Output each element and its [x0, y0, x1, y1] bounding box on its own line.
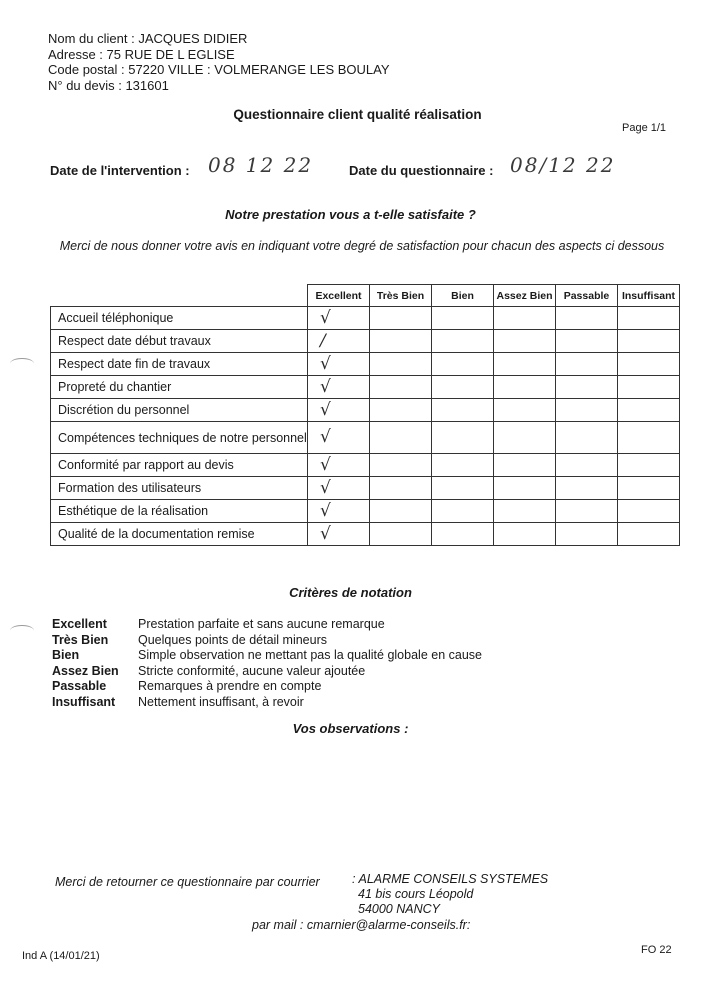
legend-desc: Quelques points de détail mineurs — [138, 632, 328, 647]
rating-cell[interactable] — [556, 307, 618, 330]
legend-item — [52, 679, 482, 695]
column-header: Assez Bien — [494, 285, 556, 307]
legend-item — [52, 633, 482, 649]
table-header — [51, 285, 680, 307]
legend-item — [52, 695, 482, 711]
rating-cell[interactable] — [556, 330, 618, 353]
rating-cell[interactable] — [618, 399, 680, 422]
rating-cell[interactable] — [432, 399, 494, 422]
page-title-text: Questionnaire client qualité réalisation — [233, 107, 482, 122]
column-header: Passable — [556, 285, 618, 307]
legend-item — [52, 617, 482, 633]
rating-cell[interactable] — [494, 330, 556, 353]
rating-cell[interactable] — [432, 307, 494, 330]
legend-term: Passable — [52, 679, 107, 693]
checkmark: / — [320, 331, 326, 351]
table-row — [51, 523, 680, 546]
legend-desc: Prestation parfaite et sans aucune remarque — [138, 617, 385, 631]
criterion-label: Respect date fin de travaux — [51, 353, 308, 376]
checkmark: √ — [320, 427, 331, 447]
rating-cell[interactable] — [618, 500, 680, 523]
rating-cell-excellent[interactable] — [308, 353, 370, 376]
legend-item — [52, 664, 482, 680]
client-address: Adresse : 75 RUE DE L EGLISE — [48, 46, 235, 62]
client-info — [48, 31, 390, 93]
checkmark: √ — [320, 400, 331, 420]
checkmark: √ — [320, 455, 331, 475]
rating-cell[interactable] — [618, 422, 680, 454]
checkmark: √ — [320, 501, 331, 521]
rating-cell[interactable] — [556, 477, 618, 500]
return-mail: par mail : cmarnier@alarme-conseils.fr: — [252, 918, 471, 932]
legend-desc: Simple observation ne mettant pas la qualité globale en cause — [138, 648, 482, 662]
table-row — [51, 353, 680, 376]
criterion-label: Compétences techniques de notre personnel — [51, 422, 308, 454]
rating-cell[interactable] — [618, 376, 680, 399]
header-blank — [51, 285, 308, 307]
client-postal: Code postal : 57220 VILLE : VOLMERANGE LES BOULAY — [48, 62, 390, 77]
rating-cell[interactable] — [432, 454, 494, 477]
legend-term: Excellent — [52, 617, 107, 631]
table-row — [51, 422, 680, 454]
rating-cell[interactable] — [432, 500, 494, 523]
questionnaire-date-value: 08/12 22 — [510, 153, 616, 177]
criterion-label: Respect date début travaux — [51, 330, 308, 353]
legend-term: Assez Bien — [52, 663, 119, 678]
legend-term: Insuffisant — [52, 694, 116, 709]
table-row — [51, 307, 680, 330]
legend-term: Très Bien — [52, 632, 109, 647]
checkmark: √ — [320, 377, 331, 397]
rating-cell[interactable] — [432, 376, 494, 399]
rating-cell-excellent[interactable] — [308, 376, 370, 399]
rating-cell[interactable] — [556, 422, 618, 454]
address-line: 54000 NANCY — [358, 902, 440, 916]
intro-text: Merci de nous donner votre avis en indiquant votre degré de satisfaction pour chacun des aspects ci dessous — [59, 239, 665, 253]
questionnaire-date-label: Date du questionnaire : — [349, 163, 494, 178]
rating-cell[interactable] — [494, 454, 556, 477]
rating-table — [50, 284, 680, 546]
rating-cell[interactable] — [494, 422, 556, 454]
rating-cell[interactable] — [432, 422, 494, 454]
rating-cell[interactable] — [618, 454, 680, 477]
page-number: Page 1/1 — [622, 122, 667, 134]
criterion-label: Esthétique de la réalisation — [51, 500, 308, 523]
rating-cell[interactable] — [494, 500, 556, 523]
rating-cell[interactable] — [370, 422, 432, 454]
rating-cell[interactable] — [618, 477, 680, 500]
form-revision: Ind A (14/01/21) — [22, 950, 100, 962]
checkmark: √ — [320, 354, 331, 374]
criteria-legend — [52, 617, 482, 710]
rating-cell[interactable] — [370, 376, 432, 399]
return-note: Merci de retourner ce questionnaire par courrier — [55, 875, 320, 889]
criterion-label: Qualité de la documentation remise — [51, 523, 308, 546]
rating-cell[interactable] — [494, 399, 556, 422]
table-row — [51, 477, 680, 500]
checkmark: √ — [320, 478, 331, 498]
rating-cell[interactable] — [432, 523, 494, 546]
rating-cell-excellent[interactable] — [308, 523, 370, 546]
rating-cell[interactable] — [370, 307, 432, 330]
rating-cell-excellent[interactable] — [308, 422, 370, 454]
criterion-label: Accueil téléphonique — [51, 307, 308, 330]
rating-cell[interactable] — [370, 454, 432, 477]
table-row — [51, 330, 680, 353]
form-code: FO 22 — [641, 944, 672, 956]
legend-desc: Remarques à prendre en compte — [138, 679, 322, 693]
rating-cell[interactable] — [494, 353, 556, 376]
criterion-label: Conformité par rapport au devis — [51, 454, 308, 477]
rating-cell[interactable] — [494, 477, 556, 500]
satisfaction-question: Notre prestation vous a t-elle satisfaite ? — [225, 207, 476, 222]
intervention-date-value: 08 12 22 — [208, 153, 314, 177]
table-row — [51, 454, 680, 477]
legend-desc: Stricte conformité, aucune valeur ajoutée — [138, 663, 366, 678]
return-address — [352, 872, 548, 917]
legend-desc: Nettement insuffisant, à revoir — [138, 694, 304, 709]
rating-cell[interactable] — [370, 523, 432, 546]
rating-cell[interactable] — [432, 330, 494, 353]
rating-cell[interactable] — [432, 477, 494, 500]
checkmark: √ — [320, 524, 331, 544]
rating-cell[interactable] — [618, 523, 680, 546]
column-header: Excellent — [308, 285, 370, 307]
rating-cell[interactable] — [370, 500, 432, 523]
checkmark: √ — [320, 308, 331, 328]
rating-cell[interactable] — [494, 523, 556, 546]
rating-cell[interactable] — [556, 399, 618, 422]
rating-cell[interactable] — [618, 307, 680, 330]
table-row — [51, 399, 680, 422]
punch-hole-mark — [10, 358, 34, 369]
criteria-title: Critères de notation — [289, 585, 412, 600]
rating-cell[interactable] — [556, 500, 618, 523]
intervention-date-label: Date de l'intervention : — [50, 163, 190, 178]
rating-cell[interactable] — [432, 353, 494, 376]
punch-hole-mark — [10, 625, 34, 636]
rating-cell[interactable] — [618, 330, 680, 353]
column-header: Bien — [432, 285, 494, 307]
rating-cell[interactable] — [618, 353, 680, 376]
client-name: Nom du client : JACQUES DIDIER — [48, 31, 248, 46]
legend-item — [52, 648, 482, 664]
rating-cell[interactable] — [370, 330, 432, 353]
observations-title: Vos observations : — [292, 721, 409, 736]
rating-cell[interactable] — [556, 523, 618, 546]
rating-cell-excellent[interactable] — [308, 477, 370, 500]
legend-term: Bien — [52, 648, 80, 662]
rating-cell[interactable] — [494, 376, 556, 399]
rating-cell[interactable] — [370, 399, 432, 422]
rating-cell[interactable] — [370, 477, 432, 500]
criterion-label: Discrétion du personnel — [51, 399, 308, 422]
rating-cell-excellent[interactable] — [308, 399, 370, 422]
address-line: 41 bis cours Léopold — [358, 887, 474, 901]
address-line: : ALARME CONSEILS SYSTEMES — [352, 872, 549, 886]
column-header: Insuffisant — [618, 285, 680, 307]
page-title — [0, 107, 701, 122]
table-row — [51, 500, 680, 523]
rating-cell[interactable] — [370, 353, 432, 376]
rating-cell[interactable] — [556, 454, 618, 477]
rating-cell[interactable] — [556, 353, 618, 376]
criterion-label: Propreté du chantier — [51, 376, 308, 399]
rating-cell-excellent[interactable] — [308, 330, 370, 353]
column-header: Très Bien — [370, 285, 432, 307]
rating-cell-excellent[interactable] — [308, 454, 370, 477]
rating-cell[interactable] — [556, 376, 618, 399]
rating-cell[interactable] — [494, 307, 556, 330]
quote-number: N° du devis : 131601 — [48, 77, 169, 93]
table-row — [51, 376, 680, 399]
rating-cell-excellent[interactable] — [308, 500, 370, 523]
criterion-label: Formation des utilisateurs — [51, 477, 308, 500]
rating-cell-excellent[interactable] — [308, 307, 370, 330]
